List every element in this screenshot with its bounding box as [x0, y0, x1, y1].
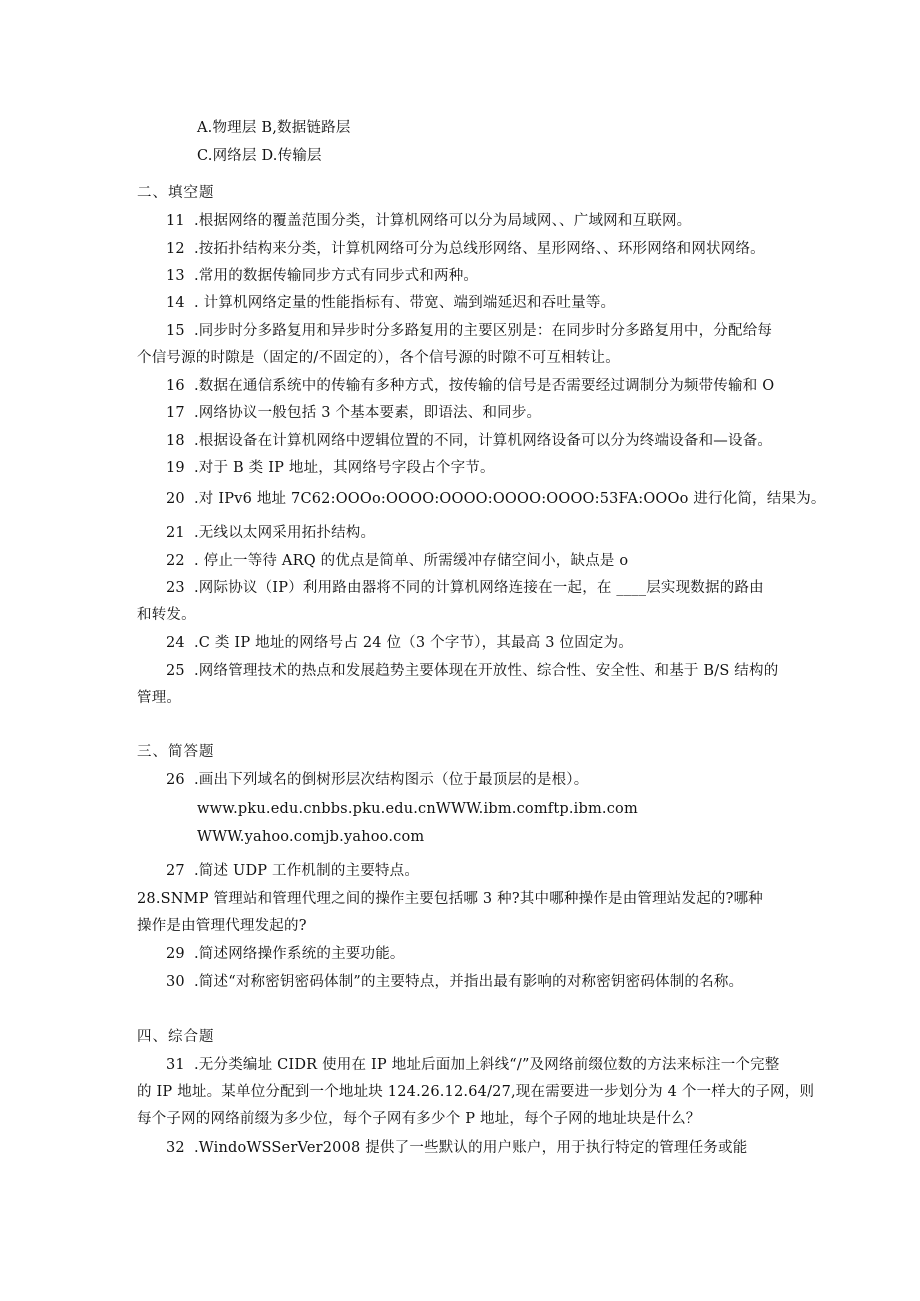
question-number: 15	[166, 323, 185, 339]
question-26-domains-line-1: www.pku.edu.cnbbs.pku.edu.cnWWW.ibm.comftp.ibm.com	[197, 801, 638, 817]
question-number: 18	[166, 433, 185, 449]
question-32	[166, 1138, 747, 1158]
question-24	[166, 633, 633, 653]
question-20	[166, 489, 826, 509]
question-13	[166, 266, 478, 286]
question-30	[166, 972, 743, 992]
question-text: .同步时分多路复用和异步时分多路复用的主要区别是：在同步时分多路复用中，分配给每	[194, 323, 773, 339]
question-number: 20	[166, 491, 185, 507]
question-11	[166, 211, 691, 231]
section-heading-fill: 二、填空题	[137, 185, 215, 201]
question-text: .网络管理技术的热点和发展趋势主要体现在开放性、综合性、安全性、和基于 B/S 结构的	[194, 663, 779, 679]
question-text: . 停止一等待 ARQ 的优点是简单、所需缓冲存储空间小，缺点是 o	[194, 553, 629, 569]
question-text: .数据在通信系统中的传输有多种方式，按传输的信号是否需要经过调制分为频带传输和 O	[194, 378, 775, 394]
question-26	[166, 770, 588, 790]
question-14	[166, 293, 615, 313]
question-text: .WindoWSSerVer2008 提供了一些默认的用户账户，用于执行特定的管理任务或能	[194, 1140, 748, 1156]
question-number: 32	[166, 1140, 185, 1156]
question-12	[166, 239, 765, 259]
question-23-continued: 和转发。	[137, 607, 196, 623]
question-number: 30	[166, 974, 185, 990]
question-31	[166, 1055, 780, 1075]
question-31-continued-1: 的 IP 地址。某单位分配到一个地址块 124.26.12.64/27,现在需要进一步划分为 4 个一样大的子网，则	[137, 1084, 815, 1100]
question-21	[166, 523, 375, 543]
question-22	[166, 551, 628, 571]
question-25-continued: 管理。	[137, 690, 182, 706]
question-text: .根据设备在计算机网络中逻辑位置的不同，计算机网络设备可以分为终端设备和—设备。	[194, 433, 773, 449]
question-number: 22	[166, 553, 185, 569]
question-19	[166, 458, 495, 478]
question-text: .根据网络的覆盖范围分类，计算机网络可以分为局域网、、广域网和互联网。	[194, 213, 692, 229]
question-text: . 计算机网络定量的性能指标有、带宽、端到端延迟和吞吐量等。	[194, 295, 616, 311]
question-text: .对 IPv6 地址 7C62:OOOo:OOOO:OOOO:OOOO:OOOO:53FA:OOOo 进行化简，结果为。	[194, 491, 826, 507]
question-text: .无线以太网采用拓扑结构。	[194, 525, 376, 541]
question-number: 25	[166, 663, 185, 679]
question-number: 13	[166, 268, 185, 284]
question-25	[166, 661, 778, 681]
question-number: 26	[166, 772, 185, 788]
question-number: 24	[166, 635, 185, 651]
question-27	[166, 861, 419, 881]
question-number: 12	[166, 241, 185, 257]
question-29	[166, 944, 405, 964]
question-number: 27	[166, 863, 185, 879]
question-text: .常用的数据传输同步方式有同步式和两种。	[194, 268, 479, 284]
question-15-continued: 个信号源的时隙是（固定的/不固定的），各个信号源的时隙不可互相转让。	[137, 350, 620, 366]
question-number: 21	[166, 525, 185, 541]
question-28: 28.SNMP 管理站和管理代理之间的操作主要包括哪 3 种?其中哪种操作是由管理站发起的?哪种	[137, 891, 763, 907]
question-17	[166, 403, 541, 423]
question-16	[166, 376, 774, 396]
question-text: .画出下列域名的倒树形层次结构图示（位于最顶层的是根）。	[194, 772, 589, 788]
section-heading-short: 三、简答题	[137, 744, 215, 760]
question-text: .按拓扑结构来分类，计算机网络可分为总线形网络、星形网络、、环形网络和网状网络。	[194, 241, 765, 257]
question-28-continued: 操作是由管理代理发起的?	[137, 918, 307, 934]
question-number: 29	[166, 946, 185, 962]
question-26-domains-line-2: WWW.yahoo.comjb.yahoo.com	[197, 829, 425, 845]
question-31-continued-2: 每个子网的网络前缀为多少位，每个子网有多少个 P 地址，每个子网的地址块是什么？	[137, 1111, 701, 1127]
question-number: 19	[166, 460, 185, 476]
question-text: .网际协议（IP）利用路由器将不同的计算机网络连接在一起，在 ____层实现数据的路由	[194, 580, 764, 596]
question-text: .简述 UDP 工作机制的主要特点。	[194, 863, 420, 879]
question-number: 16	[166, 378, 185, 394]
section-heading-comprehensive: 四、综合题	[137, 1029, 215, 1045]
question-number: 31	[166, 1057, 185, 1073]
question-18	[166, 431, 772, 451]
question-number: 14	[166, 295, 185, 311]
question-text: .C 类 IP 地址的网络号占 24 位（3 个字节），其最高 3 位固定为。	[194, 635, 634, 651]
question-text: .无分类编址 CIDR 使用在 IP 地址后面加上斜线“/”及网络前缀位数的方法来标注一个完整	[194, 1057, 780, 1073]
question-number: 17	[166, 405, 185, 421]
question-text: .对于 B 类 IP 地址，其网络号字段占个字节。	[194, 460, 495, 476]
question-text: .网络协议一般包括 3 个基本要素，即语法、和同步。	[194, 405, 542, 421]
question-15	[166, 321, 772, 341]
question-23	[166, 578, 764, 598]
question-number: 23	[166, 580, 185, 596]
choice-option-ab: A.物理层 B,数据链路层	[197, 120, 351, 136]
question-text: .简述“对称密钥密码体制”的主要特点，并指出最有影响的对称密钥密码体制的名称。	[194, 974, 744, 990]
choice-option-cd: C.网络层 D.传输层	[197, 148, 322, 164]
question-text: .简述网络操作系统的主要功能。	[194, 946, 405, 962]
question-number: 11	[166, 213, 185, 229]
